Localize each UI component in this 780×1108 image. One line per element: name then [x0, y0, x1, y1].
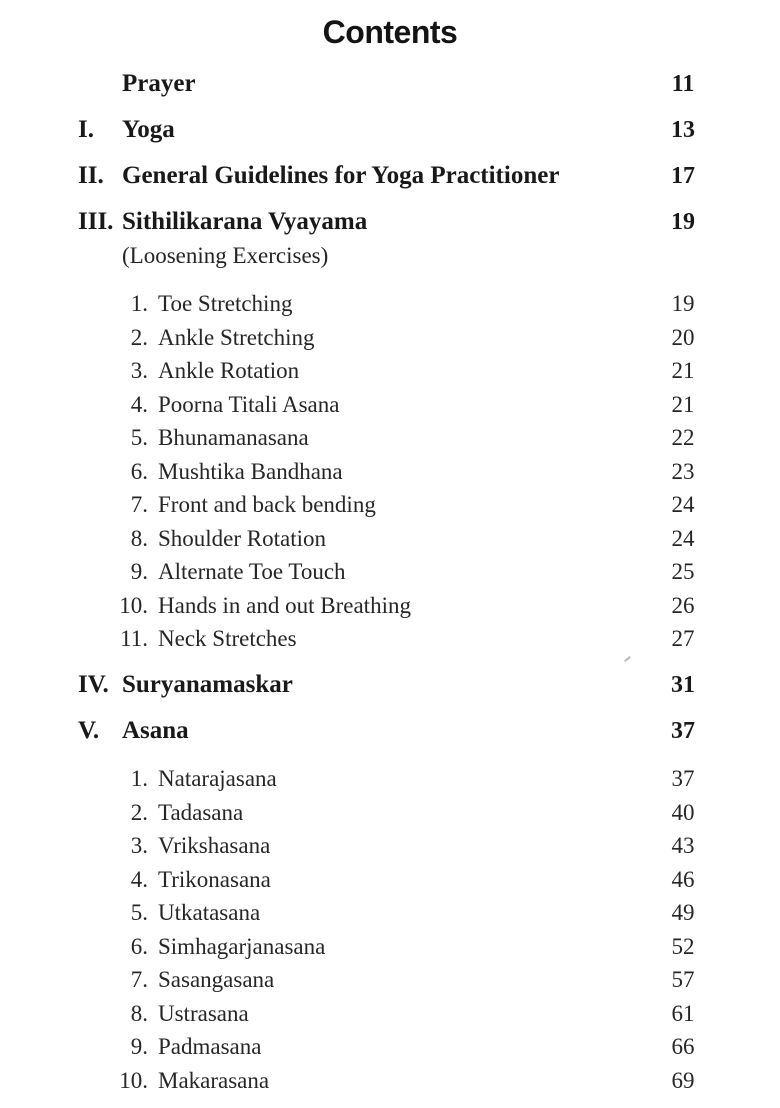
chapter-title: Prayer: [122, 70, 196, 97]
item-title: Natarajasana: [158, 766, 277, 791]
item-page-number: 24: [671, 525, 695, 551]
toc-item-row: [0, 832, 780, 860]
chapter-numeral: III.: [78, 208, 114, 235]
toc-chapter-row: [0, 717, 780, 745]
chapter-title: General Guidelines for Yoga Practitioner: [122, 162, 560, 189]
item-page-number: 25: [671, 559, 695, 584]
chapter-page-number: 19: [671, 209, 695, 235]
item-page-number: 27: [671, 626, 695, 651]
toc-item-row: [0, 1067, 780, 1095]
page-title: Contents: [322, 14, 458, 50]
item-number: 8.: [130, 525, 148, 551]
item-number: 8.: [130, 1000, 148, 1026]
toc-item-row: [0, 799, 780, 827]
item-title: Ankle Stretching: [158, 324, 315, 350]
toc-item-row: [0, 424, 780, 452]
chapter-page-number: 13: [671, 117, 695, 143]
item-page-number: 23: [671, 458, 695, 484]
toc-chapter-row: [0, 208, 780, 236]
item-page-number: 66: [671, 1034, 695, 1059]
item-title: Tadasana: [158, 799, 244, 825]
item-title: Padmasana: [158, 1034, 262, 1059]
toc-chapter-row: [0, 116, 780, 144]
chapter-page-number: 31: [671, 672, 695, 698]
toc-item-row: [0, 357, 780, 385]
chapter-numeral: V.: [78, 717, 100, 744]
toc-chapter-row: [0, 162, 780, 190]
toc-item-row: [0, 1033, 780, 1061]
toc-item-row: [0, 458, 780, 486]
toc-chapter-row: [0, 671, 780, 699]
item-title: Sasangasana: [158, 967, 275, 992]
toc-item-row: [0, 324, 780, 352]
item-number: 3.: [130, 358, 148, 383]
item-number: 4.: [130, 866, 148, 892]
item-page-number: 46: [671, 866, 695, 892]
item-page-number: 40: [671, 799, 695, 825]
item-title: Mushtika Bandhana: [158, 458, 343, 484]
item-title: Ankle Rotation: [158, 358, 300, 383]
toc-item-row: [0, 592, 780, 620]
item-number: 2.: [130, 324, 148, 350]
item-title: Trikonasana: [158, 866, 271, 892]
chapter-subtitle-row: [0, 242, 780, 270]
item-page-number: 49: [671, 900, 695, 925]
chapter-title: Yoga: [122, 116, 175, 143]
item-number: 11.: [120, 626, 148, 651]
item-page-number: 61: [671, 1000, 695, 1026]
toc-chapter-row: [0, 70, 780, 98]
item-page-number: 19: [671, 291, 695, 316]
toc-item-row: [0, 290, 780, 318]
item-page-number: 24: [671, 492, 695, 517]
item-page-number: 69: [671, 1067, 695, 1093]
item-number: 9.: [130, 559, 148, 584]
toc-item-row: [0, 765, 780, 793]
item-number: 3.: [130, 833, 148, 858]
item-title: Ustrasana: [158, 1000, 249, 1026]
item-number: 2.: [130, 799, 148, 825]
item-page-number: 52: [671, 933, 695, 959]
toc-item-row: [0, 558, 780, 586]
toc-item-row: [0, 866, 780, 894]
item-number: 10.: [119, 592, 148, 618]
item-page-number: 21: [671, 358, 695, 383]
chapter-page-number: 11: [671, 71, 695, 97]
item-title: Vrikshasana: [158, 833, 271, 858]
item-number: 1.: [130, 291, 148, 316]
item-title: Front and back bending: [158, 492, 376, 517]
item-number: 7.: [130, 492, 148, 517]
item-title: Utkatasana: [158, 900, 261, 925]
item-page-number: 22: [671, 425, 695, 450]
chapter-title: Suryanamaskar: [122, 671, 293, 698]
item-number: 1.: [130, 766, 148, 791]
toc-item-row: [0, 899, 780, 927]
item-page-number: 57: [671, 967, 695, 992]
item-page-number: 37: [671, 766, 695, 791]
chapter-numeral: I.: [78, 116, 94, 143]
item-page-number: 26: [671, 592, 695, 618]
item-number: 4.: [130, 391, 148, 417]
toc-item-row: [0, 491, 780, 519]
toc-item-row: [0, 966, 780, 994]
item-page-number: 20: [671, 324, 695, 350]
chapter-subtitle: (Loosening Exercises): [122, 243, 329, 268]
item-title: Poorna Titali Asana: [158, 391, 340, 417]
chapter-numeral: II.: [78, 162, 104, 189]
chapter-numeral: IV.: [78, 671, 109, 698]
item-number: 5.: [130, 425, 148, 450]
toc-item-row: [0, 391, 780, 419]
item-page-number: 21: [671, 391, 695, 417]
item-number: 5.: [130, 900, 148, 925]
item-number: 10.: [119, 1067, 148, 1093]
toc-entries: [0, 70, 780, 1095]
item-page-number: 43: [671, 833, 695, 858]
item-title: Alternate Toe Touch: [158, 559, 346, 584]
item-number: 6.: [130, 933, 148, 959]
toc-item-row: [0, 1000, 780, 1028]
item-title: Toe Stretching: [158, 291, 293, 316]
chapter-title: Asana: [122, 717, 189, 744]
chapter-page-number: 17: [671, 163, 695, 189]
toc-item-row: [0, 525, 780, 553]
item-number: 7.: [130, 967, 148, 992]
item-title: Bhunamanasana: [158, 425, 309, 450]
chapter-title: Sithilikarana Vyayama: [122, 208, 368, 235]
item-title: Neck Stretches: [158, 626, 297, 651]
item-title: Shoulder Rotation: [158, 525, 327, 551]
item-title: Hands in and out Breathing: [158, 592, 411, 618]
item-number: 9.: [130, 1034, 148, 1059]
item-number: 6.: [130, 458, 148, 484]
toc-item-row: [0, 625, 780, 653]
chapter-page-number: 37: [671, 718, 695, 744]
toc-item-row: [0, 933, 780, 961]
item-title: Simhagarjanasana: [158, 933, 326, 959]
item-title: Makarasana: [158, 1067, 270, 1093]
